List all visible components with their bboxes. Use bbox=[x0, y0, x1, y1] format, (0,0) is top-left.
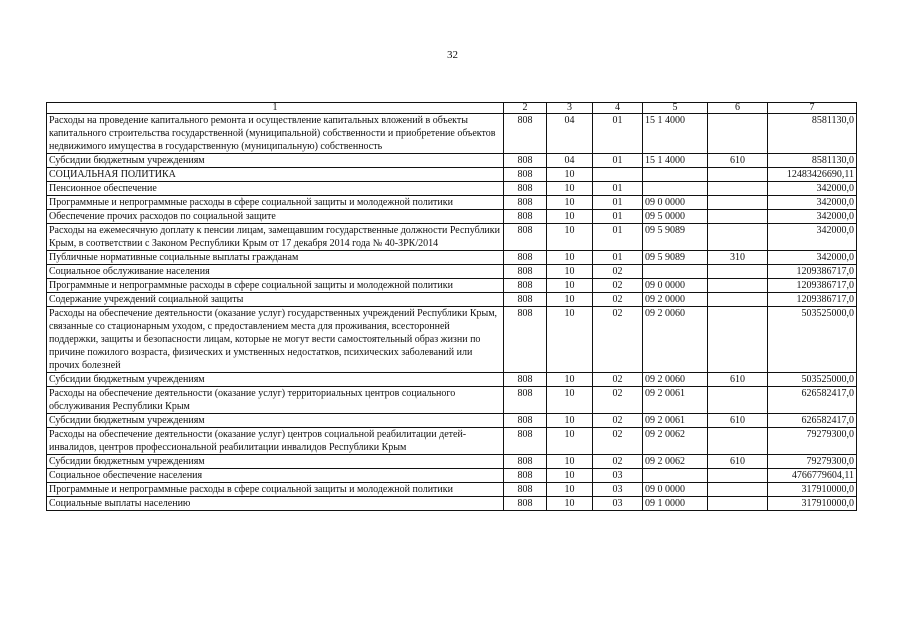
row-code-section: 10 bbox=[547, 182, 593, 196]
table-row bbox=[47, 154, 857, 168]
row-code-admin: 808 bbox=[504, 293, 547, 307]
row-amount: 503525000,0 bbox=[768, 307, 857, 373]
row-code-subsection: 01 bbox=[593, 224, 643, 251]
row-code-expense-type bbox=[708, 279, 768, 293]
row-code-expense-type bbox=[708, 469, 768, 483]
row-code-admin: 808 bbox=[504, 196, 547, 210]
header-col-2: 2 bbox=[504, 103, 547, 114]
row-code-section: 10 bbox=[547, 168, 593, 182]
row-description: Социальные выплаты населению bbox=[47, 497, 504, 511]
row-code-admin: 808 bbox=[504, 428, 547, 455]
row-code-subsection: 03 bbox=[593, 483, 643, 497]
table-row bbox=[47, 455, 857, 469]
row-code-section: 10 bbox=[547, 387, 593, 414]
row-description: Расходы на обеспечение деятельности (оказание услуг) территориальных центров социального обслуживания Республики Крым bbox=[47, 387, 504, 414]
table-row bbox=[47, 497, 857, 511]
row-code-target: 09 0 0000 bbox=[643, 279, 708, 293]
row-code-subsection: 01 bbox=[593, 114, 643, 154]
row-code-subsection: 01 bbox=[593, 154, 643, 168]
row-code-subsection: 02 bbox=[593, 265, 643, 279]
row-code-expense-type: 610 bbox=[708, 414, 768, 428]
row-amount: 342000,0 bbox=[768, 182, 857, 196]
row-code-target: 09 2 0061 bbox=[643, 387, 708, 414]
row-code-admin: 808 bbox=[504, 455, 547, 469]
row-description: Программные и непрограммные расходы в сфере социальной защиты и молодежной политики bbox=[47, 483, 504, 497]
row-code-subsection: 01 bbox=[593, 251, 643, 265]
row-code-section: 10 bbox=[547, 497, 593, 511]
row-code-subsection: 01 bbox=[593, 210, 643, 224]
row-code-admin: 808 bbox=[504, 307, 547, 373]
row-code-admin: 808 bbox=[504, 414, 547, 428]
row-code-admin: 808 bbox=[504, 154, 547, 168]
table-row bbox=[47, 251, 857, 265]
row-code-expense-type bbox=[708, 428, 768, 455]
table-row bbox=[47, 224, 857, 251]
row-description: Расходы на обеспечение деятельности (оказание услуг) государственных учреждений Республики Крым, связанные со стационарным уходом, с предоставлением места для проживания, всесторонней поддержки, защиты и безопасности лицам, которые не могут вести самостоятельный образ жизни по причине пожилого возраста, физических и умственных недостатков, психических заболеваний или прочих болезней bbox=[47, 307, 504, 373]
row-description: Субсидии бюджетным учреждениям bbox=[47, 455, 504, 469]
row-code-section: 10 bbox=[547, 293, 593, 307]
row-code-section: 10 bbox=[547, 307, 593, 373]
row-amount: 79279300,0 bbox=[768, 428, 857, 455]
header-col-4: 4 bbox=[593, 103, 643, 114]
row-code-admin: 808 bbox=[504, 224, 547, 251]
row-code-expense-type bbox=[708, 265, 768, 279]
row-description: Содержание учреждений социальной защиты bbox=[47, 293, 504, 307]
row-code-section: 10 bbox=[547, 455, 593, 469]
row-code-subsection: 02 bbox=[593, 414, 643, 428]
row-description: Программные и непрограммные расходы в сфере социальной защиты и молодежной политики bbox=[47, 279, 504, 293]
row-code-expense-type bbox=[708, 196, 768, 210]
row-code-admin: 808 bbox=[504, 483, 547, 497]
row-code-expense-type bbox=[708, 224, 768, 251]
row-code-section: 10 bbox=[547, 279, 593, 293]
row-code-expense-type bbox=[708, 387, 768, 414]
table-row bbox=[47, 414, 857, 428]
table-row bbox=[47, 387, 857, 414]
row-amount: 342000,0 bbox=[768, 210, 857, 224]
row-code-target: 09 2 0000 bbox=[643, 293, 708, 307]
row-amount: 503525000,0 bbox=[768, 373, 857, 387]
row-code-expense-type bbox=[708, 307, 768, 373]
row-code-target bbox=[643, 168, 708, 182]
row-code-admin: 808 bbox=[504, 469, 547, 483]
row-description: Публичные нормативные социальные выплаты гражданам bbox=[47, 251, 504, 265]
table-row bbox=[47, 483, 857, 497]
table-row bbox=[47, 279, 857, 293]
row-description: Субсидии бюджетным учреждениям bbox=[47, 414, 504, 428]
table-row bbox=[47, 307, 857, 373]
row-code-section: 10 bbox=[547, 414, 593, 428]
row-code-subsection: 03 bbox=[593, 497, 643, 511]
row-amount: 626582417,0 bbox=[768, 414, 857, 428]
row-amount: 8581130,0 bbox=[768, 154, 857, 168]
row-amount: 79279300,0 bbox=[768, 455, 857, 469]
row-code-section: 10 bbox=[547, 196, 593, 210]
row-code-expense-type bbox=[708, 114, 768, 154]
header-col-5: 5 bbox=[643, 103, 708, 114]
row-description: Субсидии бюджетным учреждениям bbox=[47, 154, 504, 168]
table-row bbox=[47, 196, 857, 210]
row-description: Пенсионное обеспечение bbox=[47, 182, 504, 196]
row-code-expense-type bbox=[708, 210, 768, 224]
row-code-admin: 808 bbox=[504, 373, 547, 387]
row-code-target: 09 2 0060 bbox=[643, 373, 708, 387]
row-amount: 342000,0 bbox=[768, 224, 857, 251]
row-code-target: 09 0 0000 bbox=[643, 483, 708, 497]
row-description: Обеспечение прочих расходов по социальной защите bbox=[47, 210, 504, 224]
row-code-subsection: 02 bbox=[593, 307, 643, 373]
row-code-subsection: 02 bbox=[593, 387, 643, 414]
row-code-admin: 808 bbox=[504, 182, 547, 196]
row-code-subsection: 02 bbox=[593, 428, 643, 455]
row-code-section: 10 bbox=[547, 210, 593, 224]
row-description: Расходы на проведение капитального ремонта и осуществление капитальных вложений в объекты капитального строительства государственной (муниципальной) собственности и приобретение объектов недвижимого имущества в государственную (муниципальную) собственность bbox=[47, 114, 504, 154]
budget-table bbox=[46, 102, 857, 511]
row-amount: 4766779604,11 bbox=[768, 469, 857, 483]
row-description: Расходы на обеспечение деятельности (оказание услуг) центров социальной реабилитации детей-инвалидов, центров профессиональной реабилитации инвалидов Республики Крым bbox=[47, 428, 504, 455]
row-code-section: 10 bbox=[547, 251, 593, 265]
row-code-admin: 808 bbox=[504, 265, 547, 279]
row-code-expense-type: 610 bbox=[708, 373, 768, 387]
row-code-expense-type: 310 bbox=[708, 251, 768, 265]
row-code-admin: 808 bbox=[504, 114, 547, 154]
table-row bbox=[47, 265, 857, 279]
row-code-expense-type bbox=[708, 497, 768, 511]
row-code-target bbox=[643, 469, 708, 483]
row-amount: 1209386717,0 bbox=[768, 279, 857, 293]
row-code-subsection: 02 bbox=[593, 373, 643, 387]
row-code-section: 10 bbox=[547, 224, 593, 251]
table-row bbox=[47, 182, 857, 196]
row-description: Расходы на ежемесячную доплату к пенсии лицам, замещавшим государственные должности Республики Крым, в соответствии с Законом Республики Крым от 17 декабря 2014 года № 40-ЗРК/2014 bbox=[47, 224, 504, 251]
row-code-target: 09 2 0062 bbox=[643, 428, 708, 455]
row-code-expense-type bbox=[708, 182, 768, 196]
row-code-expense-type: 610 bbox=[708, 455, 768, 469]
table-row bbox=[47, 168, 857, 182]
row-code-target: 09 1 0000 bbox=[643, 497, 708, 511]
row-code-target bbox=[643, 182, 708, 196]
row-code-admin: 808 bbox=[504, 387, 547, 414]
row-code-section: 10 bbox=[547, 373, 593, 387]
row-code-expense-type: 610 bbox=[708, 154, 768, 168]
page-number: 32 bbox=[447, 49, 458, 61]
row-amount: 8581130,0 bbox=[768, 114, 857, 154]
table-row bbox=[47, 428, 857, 455]
row-code-target: 15 1 4000 bbox=[643, 154, 708, 168]
row-amount: 626582417,0 bbox=[768, 387, 857, 414]
row-code-admin: 808 bbox=[504, 279, 547, 293]
row-amount: 12483426690,11 bbox=[768, 168, 857, 182]
row-code-subsection: 01 bbox=[593, 182, 643, 196]
row-code-section: 04 bbox=[547, 114, 593, 154]
row-description: СОЦИАЛЬНАЯ ПОЛИТИКА bbox=[47, 168, 504, 182]
row-code-target: 15 1 4000 bbox=[643, 114, 708, 154]
row-description: Субсидии бюджетным учреждениям bbox=[47, 373, 504, 387]
row-code-target: 09 5 9089 bbox=[643, 251, 708, 265]
row-code-subsection: 01 bbox=[593, 196, 643, 210]
row-code-target: 09 5 0000 bbox=[643, 210, 708, 224]
header-col-6: 6 bbox=[708, 103, 768, 114]
table-row bbox=[47, 210, 857, 224]
header-col-1: 1 bbox=[47, 103, 504, 114]
row-code-target: 09 2 0061 bbox=[643, 414, 708, 428]
row-code-section: 10 bbox=[547, 428, 593, 455]
row-code-subsection bbox=[593, 168, 643, 182]
row-code-section: 10 bbox=[547, 265, 593, 279]
row-code-subsection: 02 bbox=[593, 279, 643, 293]
row-code-section: 04 bbox=[547, 154, 593, 168]
row-code-admin: 808 bbox=[504, 168, 547, 182]
row-code-admin: 808 bbox=[504, 251, 547, 265]
row-amount: 342000,0 bbox=[768, 196, 857, 210]
row-description: Программные и непрограммные расходы в сфере социальной защиты и молодежной политики bbox=[47, 196, 504, 210]
row-code-target: 09 5 9089 bbox=[643, 224, 708, 251]
row-code-expense-type bbox=[708, 168, 768, 182]
table-row bbox=[47, 373, 857, 387]
header-col-7: 7 bbox=[768, 103, 857, 114]
row-amount: 1209386717,0 bbox=[768, 293, 857, 307]
table-row bbox=[47, 293, 857, 307]
row-code-subsection: 02 bbox=[593, 455, 643, 469]
row-description: Социальное обслуживание населения bbox=[47, 265, 504, 279]
header-row bbox=[47, 103, 857, 114]
table-row bbox=[47, 469, 857, 483]
row-amount: 317910000,0 bbox=[768, 483, 857, 497]
header-col-3: 3 bbox=[547, 103, 593, 114]
row-code-section: 10 bbox=[547, 483, 593, 497]
row-code-target: 09 2 0060 bbox=[643, 307, 708, 373]
row-code-admin: 808 bbox=[504, 497, 547, 511]
row-code-subsection: 03 bbox=[593, 469, 643, 483]
row-amount: 1209386717,0 bbox=[768, 265, 857, 279]
row-code-subsection: 02 bbox=[593, 293, 643, 307]
row-code-target: 09 0 0000 bbox=[643, 196, 708, 210]
row-code-section: 10 bbox=[547, 469, 593, 483]
row-amount: 317910000,0 bbox=[768, 497, 857, 511]
table-row bbox=[47, 114, 857, 154]
row-code-target bbox=[643, 265, 708, 279]
row-code-target: 09 2 0062 bbox=[643, 455, 708, 469]
row-code-admin: 808 bbox=[504, 210, 547, 224]
row-code-expense-type bbox=[708, 293, 768, 307]
row-code-expense-type bbox=[708, 483, 768, 497]
row-amount: 342000,0 bbox=[768, 251, 857, 265]
row-description: Социальное обеспечение населения bbox=[47, 469, 504, 483]
